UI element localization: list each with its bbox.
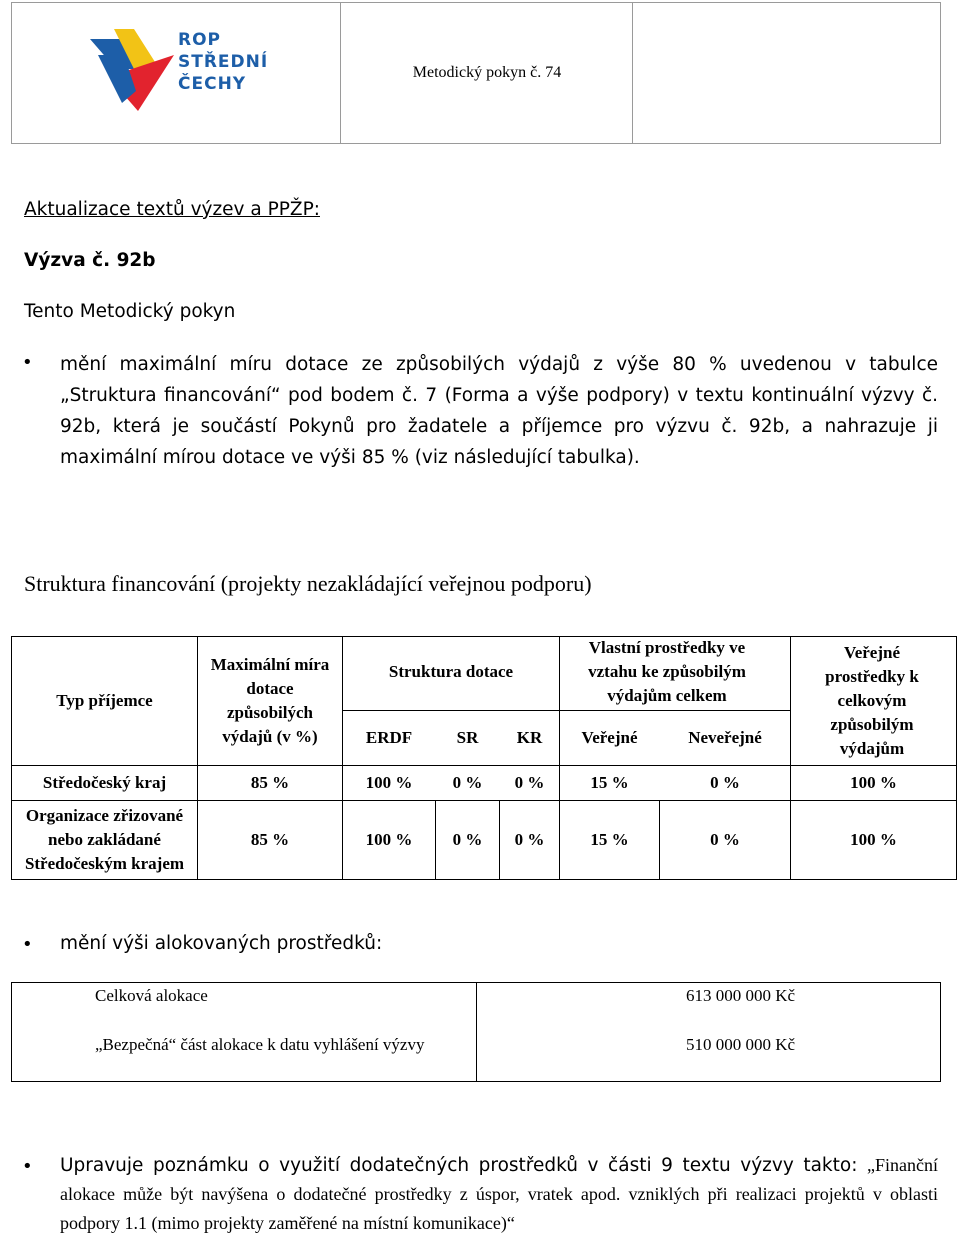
table-cell-kr: 0 %: [514, 830, 545, 849]
logo-text-line2: STŘEDNÍ: [178, 52, 269, 72]
bullet-paragraph-3: [60, 1151, 938, 1238]
section-heading: Aktualizace textů výzev a PPŽP:: [24, 199, 320, 220]
table-cell-nonpublic: 0 %: [710, 773, 740, 792]
col-header-public-funds: Veřejné prostředky k celkovým způsobilým výdajům: [825, 643, 919, 758]
bullet-icon: •: [22, 352, 33, 373]
rop-logo-mark: [78, 25, 178, 115]
table-row-recipient: Středočeský kraj: [42, 773, 167, 792]
bullet-icon: •: [22, 1156, 33, 1177]
header-divider: [340, 3, 341, 143]
table-cell-sr: 0 %: [452, 830, 483, 849]
bullet-paragraph-2: mění výši alokovaných prostředků:: [60, 933, 383, 954]
allocation-label: „Bezpečná“ část alokace k datu vyhlášení výzvy: [95, 1035, 425, 1054]
table-cell-public-total: 100 %: [850, 830, 897, 849]
intro-text: Tento Metodický pokyn: [24, 301, 236, 322]
col-header-max-rate: Maximální míra dotace způsobilých výdajů (v %): [210, 655, 330, 746]
table-row-recipient: Organizace zřizované nebo zakládané Středočeským krajem: [24, 806, 185, 873]
allocation-value: 510 000 000 Kč: [686, 1035, 796, 1054]
table-cell-public-total: 100 %: [850, 773, 897, 792]
table-cell-sr: 0 %: [452, 773, 483, 792]
bullet-icon: •: [22, 934, 33, 955]
financing-table: [11, 636, 957, 880]
table-cell-public: 15 %: [590, 773, 629, 792]
col-header-kr: KR: [516, 728, 543, 747]
document-header: [11, 2, 941, 144]
col-header-subsidy-structure: Struktura dotace: [388, 662, 514, 681]
table-cell-max-rate: 85 %: [250, 773, 290, 792]
bullet-paragraph-1: mění maximální míru dotace ze způsobilých výdajů z výše 80 % uvedenou v tabulce „Struktura financování“ pod bodem č. 7 (Forma a výše podpory) v textu kontinuální výzvy č. 92b, která je součástí Pokynů pro žadatele a příjemce pro výzvu č. 92b, a nahrazuje ji maximální mírou dotace ve výši 85 % (viz následující tabulka).: [60, 354, 938, 468]
document-title: Metodický pokyn č. 74: [412, 64, 562, 81]
table-cell-nonpublic: 0 %: [710, 830, 740, 849]
col-header-sr: SR: [456, 728, 479, 747]
col-header-recipient: Typ příjemce: [56, 691, 153, 710]
col-header-public: Veřejné: [581, 728, 638, 747]
bullet-3-quote: „Finanční alokace může být navýšena o dodatečné prostředky z úspor, vratek apod. vzniklých při realizaci projektů v oblasti podpory 1.1 (mimo projekty zaměřené na místní komunikace)“: [60, 1155, 938, 1233]
header-divider: [632, 3, 633, 143]
table-cell-public: 15 %: [590, 830, 629, 849]
col-header-nonpublic: Neveřejné: [688, 728, 762, 747]
table-cell-max-rate: 85 %: [250, 830, 290, 849]
table-cell-erdf: 100 %: [365, 830, 413, 849]
col-header-erdf: ERDF: [365, 728, 413, 747]
table-title: Struktura financování (projekty nezakládající veřejnou podporu): [24, 571, 592, 596]
table-cell-erdf: 100 %: [365, 773, 413, 792]
allocation-label: Celková alokace: [95, 986, 208, 1005]
table-cell-kr: 0 %: [514, 773, 545, 792]
allocation-value: 613 000 000 Kč: [686, 986, 796, 1005]
logo-text-line3: ČECHY: [178, 74, 247, 94]
logo-text-line1: ROP: [178, 30, 222, 50]
bullet-3-lead: Upravuje poznámku o využití dodatečných prostředků v části 9 textu výzvy takto:: [60, 1155, 868, 1176]
col-header-own-funds: Vlastní prostředky ve vztahu ke způsobilým výdajům celkem: [588, 638, 746, 705]
allocation-table: [11, 982, 941, 1082]
rop-logo: [78, 25, 308, 115]
call-number: Výzva č. 92b: [24, 250, 156, 271]
